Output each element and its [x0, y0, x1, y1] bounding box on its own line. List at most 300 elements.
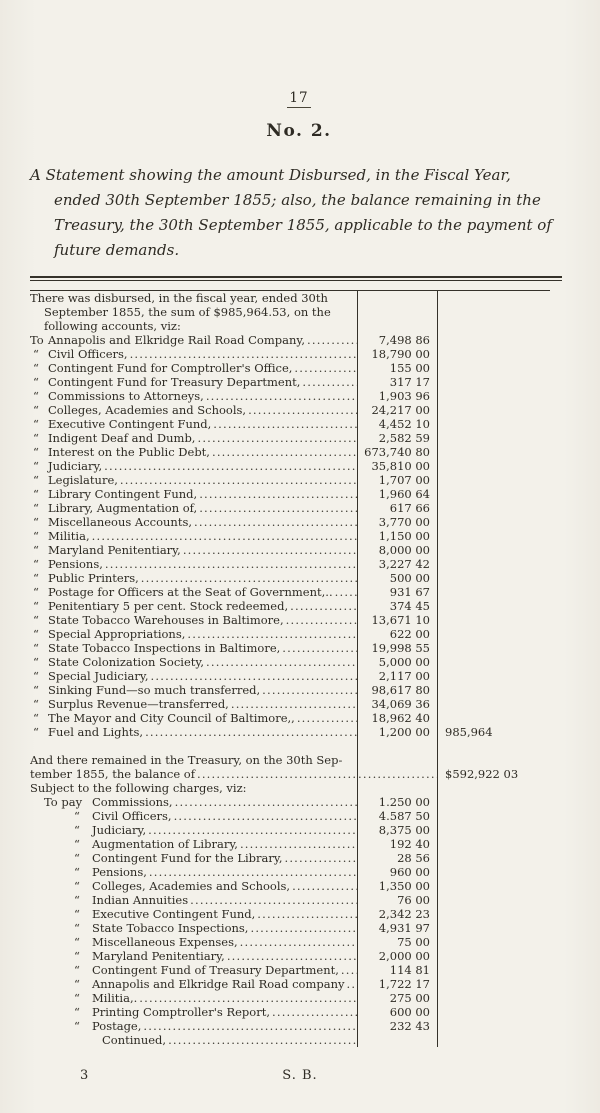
row-prefix: “: [74, 809, 80, 823]
total-cell: [437, 781, 550, 795]
amount-cell: 18,962 40: [357, 711, 437, 725]
row-prefix: “: [33, 697, 39, 711]
total-cell: [437, 529, 550, 543]
amount-cell: 35,810 00: [357, 459, 437, 473]
row-prefix: “: [74, 963, 80, 977]
table-row: [30, 417, 550, 431]
row-prefix: “: [33, 557, 39, 571]
total-cell: [437, 417, 550, 431]
row-label: Special Judiciary,: [48, 669, 149, 683]
amount-cell: 374 45: [357, 599, 437, 613]
table-row: [30, 683, 550, 697]
table-row: [30, 557, 550, 571]
row-label: Executive Contingent Fund,: [48, 417, 212, 431]
horizontal-rule: [30, 276, 562, 281]
row-label: Judiciary,: [92, 823, 147, 837]
row-label: Contingent Fund for the Library,: [92, 851, 283, 865]
total-cell: [437, 795, 550, 809]
total-cell: [437, 641, 550, 655]
row-prefix: “: [33, 711, 39, 725]
table-row: [30, 515, 550, 529]
amount-cell: 19,998 55: [357, 641, 437, 655]
dot-leader: [272, 1005, 357, 1019]
dot-leader: [183, 543, 357, 557]
table-row: [30, 823, 550, 837]
total-cell: [437, 291, 550, 305]
total-cell: [437, 613, 550, 627]
table-row: [30, 669, 550, 683]
total-cell: [437, 879, 550, 893]
table-row: [30, 543, 550, 557]
intro-line: ended 30th September 1855; also, the balance remaining in the: [54, 191, 541, 209]
dot-leader: [174, 809, 357, 823]
amount-cell: 1.250 00: [357, 795, 437, 809]
amount-cell: 931 67: [357, 585, 437, 599]
row-prefix: “: [33, 515, 39, 529]
dot-leader: [294, 361, 357, 375]
total-cell: [437, 977, 550, 991]
row-label: State Colonization Society,: [48, 655, 205, 669]
dot-leader: [248, 403, 357, 417]
row-label: Annapolis and Elkridge Rail Road Company,: [48, 333, 305, 347]
dot-leader: [168, 1033, 357, 1047]
amount-cell: 1,903 96: [357, 389, 437, 403]
row-label: Contingent Fund of Treasury Department,: [92, 963, 339, 977]
total-cell: [437, 487, 550, 501]
total-cell: [437, 935, 550, 949]
table-row: [30, 963, 550, 977]
row-label: Commissions to Attorneys,: [48, 389, 204, 403]
row-label: State Tobacco Inspections in Baltimore,: [48, 641, 281, 655]
row-label: Civil Officers,: [92, 809, 172, 823]
amount-cell: 1,350 00: [357, 879, 437, 893]
row-label: Postage for Officers at the Seat of Government,..: [48, 585, 333, 599]
amount-cell: 7,498 86: [357, 333, 437, 347]
row-prefix: “: [74, 837, 80, 851]
dot-leader: [199, 501, 357, 515]
amount-cell: 3,227 42: [357, 557, 437, 571]
row-prefix: “: [33, 669, 39, 683]
row-label: State Tobacco Inspections,: [92, 921, 249, 935]
row-prefix: “: [74, 1019, 80, 1033]
amount-cell: [357, 767, 437, 781]
row-prefix: “: [74, 879, 80, 893]
row-label: Sinking Fund—so much transferred,: [48, 683, 261, 697]
dot-leader: [227, 949, 357, 963]
total-cell: 985,964: [437, 725, 550, 739]
amount-cell: 24,217 00: [357, 403, 437, 417]
row-label: Library, Augmentation of,: [48, 501, 198, 515]
row-prefix: “: [74, 865, 80, 879]
dot-leader: [105, 557, 357, 571]
dot-leader: [92, 529, 357, 543]
amount-cell: 5,000 00: [357, 655, 437, 669]
disbursement-table: [30, 290, 550, 1047]
total-cell: [437, 403, 550, 417]
total-cell: [437, 627, 550, 641]
total-cell: [437, 865, 550, 879]
row-prefix: “: [33, 501, 39, 515]
row-prefix: “: [33, 389, 39, 403]
total-cell: [437, 585, 550, 599]
row-label: Postage,: [92, 1019, 142, 1033]
table-row: [30, 529, 550, 543]
dot-leader: [199, 487, 357, 501]
total-cell: [437, 473, 550, 487]
amount-cell: 3,770 00: [357, 515, 437, 529]
row-label: Penitentiary 5 per cent. Stock redeemed,: [48, 599, 289, 613]
table-row: [30, 459, 550, 473]
table-row: [30, 865, 550, 879]
table-row: [30, 935, 550, 949]
row-label: Library Contingent Fund,: [48, 487, 198, 501]
total-cell: [437, 655, 550, 669]
table-row: [30, 977, 550, 991]
row-label: Pensions,: [48, 557, 103, 571]
amount-cell: 1,200 00: [357, 725, 437, 739]
row-label: Executive Contingent Fund,: [92, 907, 256, 921]
row-label: Fuel and Lights,: [48, 725, 144, 739]
dot-leader: [206, 655, 357, 669]
table-row: [30, 361, 550, 375]
total-cell: [437, 837, 550, 851]
amount-cell: 1,722 17: [357, 977, 437, 991]
table-row: [30, 697, 550, 711]
row-prefix: “: [33, 571, 39, 585]
table-row: [30, 501, 550, 515]
amount-cell: 960 00: [357, 865, 437, 879]
total-cell: [437, 501, 550, 515]
amount-cell: [357, 305, 437, 319]
amount-cell: [357, 753, 437, 767]
dot-leader: [197, 431, 357, 445]
dot-leader: [302, 375, 357, 389]
table-row: [30, 907, 550, 921]
dot-leader: [149, 865, 357, 879]
amount-cell: 275 00: [357, 991, 437, 1005]
total-cell: [437, 375, 550, 389]
total-cell: [437, 1033, 550, 1047]
total-cell: [437, 1005, 550, 1019]
table-row: [30, 893, 550, 907]
dot-leader: [197, 767, 357, 781]
amount-cell: 98,617 80: [357, 683, 437, 697]
amount-cell: 76 00: [357, 893, 437, 907]
charges-header: Subject to the following charges, viz:: [30, 781, 247, 795]
total-cell: [437, 991, 550, 1005]
row-prefix: “: [74, 921, 80, 935]
table-row: [30, 613, 550, 627]
total-cell: [437, 949, 550, 963]
row-label: Contingent Fund for Comptroller's Office,: [48, 361, 293, 375]
dot-leader: [212, 445, 357, 459]
amount-cell: 4,931 97: [357, 921, 437, 935]
statement-intro: [30, 163, 568, 263]
document-heading: No. 2.: [266, 121, 332, 141]
dot-leader: [130, 347, 357, 361]
dot-leader: [151, 669, 357, 683]
amount-cell: 114 81: [357, 963, 437, 977]
row-prefix: “: [33, 473, 39, 487]
table-row: [30, 333, 550, 347]
row-label: Civil Officers,: [48, 347, 128, 361]
disbursement-rows: [30, 333, 550, 739]
dot-leader: [341, 963, 357, 977]
dot-leader: [307, 333, 357, 347]
table-row: [30, 627, 550, 641]
table-row: [30, 375, 550, 389]
table-row: [30, 473, 550, 487]
row-label: Maryland Penitentiary,: [48, 543, 181, 557]
intro-line: future demands.: [54, 241, 180, 259]
table-row: [30, 291, 550, 305]
total-cell: [437, 823, 550, 837]
table-row: [30, 389, 550, 403]
row-prefix: “: [33, 529, 39, 543]
total-cell: [437, 697, 550, 711]
total-cell: [437, 907, 550, 921]
row-label: Surplus Revenue—transferred,: [48, 697, 229, 711]
total-cell: [437, 389, 550, 403]
row-label: Pensions,: [92, 865, 147, 879]
row-prefix: “: [33, 445, 39, 459]
total-cell: [437, 361, 550, 375]
row-prefix: “: [74, 977, 80, 991]
total-cell: [437, 347, 550, 361]
row-prefix: To: [30, 333, 44, 347]
total-cell: [437, 963, 550, 977]
total-cell: [437, 557, 550, 571]
row-label: The Mayor and City Council of Baltimore,,: [48, 711, 295, 725]
row-prefix: “: [74, 851, 80, 865]
table-row: [30, 585, 550, 599]
total-cell: [437, 1019, 550, 1033]
amount-cell: [357, 319, 437, 333]
row-prefix: “: [74, 907, 80, 921]
amount-cell: 232 43: [357, 1019, 437, 1033]
balance-row-2: [30, 767, 550, 781]
page-number: 17: [289, 90, 309, 106]
preamble-text: September 1855, the sum of $985,964.53, on the: [44, 305, 331, 319]
table-row: [30, 949, 550, 963]
table-row: [30, 445, 550, 459]
dot-leader: [284, 851, 357, 865]
amount-cell: 622 00: [357, 627, 437, 641]
dot-leader: [290, 599, 357, 613]
total-cell: [437, 711, 550, 725]
table-row: [30, 991, 550, 1005]
total-cell: [437, 921, 550, 935]
table-row: [30, 347, 550, 361]
amount-cell: [357, 781, 437, 795]
table-row: [30, 851, 550, 865]
continued-row: [30, 1033, 550, 1047]
dot-leader: [141, 571, 357, 585]
table-row: [30, 655, 550, 669]
table-row: [30, 319, 550, 333]
row-prefix: “: [74, 893, 80, 907]
balance-row-1: [30, 753, 550, 767]
row-prefix: “: [33, 361, 39, 375]
amount-cell: 2,342 23: [357, 907, 437, 921]
amount-cell: 600 00: [357, 1005, 437, 1019]
row-prefix: “: [33, 417, 39, 431]
row-prefix: “: [33, 655, 39, 669]
row-label: Judiciary,: [48, 459, 103, 473]
total-cell: [437, 851, 550, 865]
dot-leader: [231, 697, 357, 711]
amount-cell: 2,117 00: [357, 669, 437, 683]
table-row: [30, 571, 550, 585]
table-row: [30, 1019, 550, 1033]
total-cell: [437, 305, 550, 319]
total-cell: [437, 669, 550, 683]
row-label: Printing Comptroller's Report,: [92, 1005, 270, 1019]
table-row: [30, 711, 550, 725]
row-label: Militia,: [48, 529, 90, 543]
total-cell: [437, 431, 550, 445]
row-prefix: “: [33, 725, 39, 739]
row-label: State Tobacco Warehouses in Baltimore,: [48, 613, 284, 627]
dot-leader: [120, 473, 357, 487]
row-prefix: “: [74, 823, 80, 837]
total-cell: [437, 333, 550, 347]
row-prefix: “: [33, 585, 39, 599]
row-label: Augmentation of Library,: [92, 837, 238, 851]
table-row: [30, 837, 550, 851]
dot-leader: [175, 795, 357, 809]
amount-cell: 1,960 64: [357, 487, 437, 501]
row-prefix: “: [33, 431, 39, 445]
amount-cell: 673,740 80: [357, 445, 437, 459]
dot-leader: [286, 613, 357, 627]
table-row: [30, 1005, 550, 1019]
intro-line: Treasury, the 30th September 1855, applicable to the payment of: [54, 216, 552, 234]
continued-label: Continued,: [102, 1033, 167, 1047]
dot-leader: [250, 921, 357, 935]
balance-text: tember 1855, the balance of: [30, 767, 195, 781]
total-cell: [437, 753, 550, 767]
preamble-text: There was disbursed, in the fiscal year, ended 30th: [30, 291, 328, 305]
dot-leader: [187, 627, 357, 641]
amount-cell: 317 17: [357, 375, 437, 389]
amount-cell: 192 40: [357, 837, 437, 851]
row-label: Miscellaneous Expenses,: [92, 935, 238, 949]
dot-leader: [240, 837, 357, 851]
dot-leader: [143, 1019, 357, 1033]
row-prefix: “: [33, 599, 39, 613]
amount-cell: 1,150 00: [357, 529, 437, 543]
table-row: [30, 809, 550, 823]
amount-cell: 2,582 59: [357, 431, 437, 445]
amount-cell: 18,790 00: [357, 347, 437, 361]
amount-cell: 1,707 00: [357, 473, 437, 487]
row-prefix: “: [33, 627, 39, 641]
intro-line: A Statement showing the amount Disbursed, in the Fiscal Year,: [30, 166, 511, 184]
amount-cell: 4,452 10: [357, 417, 437, 431]
row-prefix: “: [33, 543, 39, 557]
table-row: [30, 879, 550, 893]
dot-leader: [213, 417, 357, 431]
row-label: Special Appropriations,: [48, 627, 186, 641]
amount-cell: 617 66: [357, 501, 437, 515]
row-prefix: “: [74, 1005, 80, 1019]
dot-leader: [297, 711, 357, 725]
amount-cell: 13,671 10: [357, 613, 437, 627]
row-label: Maryland Penitentiary,: [92, 949, 225, 963]
row-prefix: “: [33, 487, 39, 501]
dot-leader: [335, 585, 357, 599]
table-row: [30, 599, 550, 613]
amount-cell: 8,000 00: [357, 543, 437, 557]
charges-header-row: [30, 781, 550, 795]
dot-leader: [292, 879, 357, 893]
row-label: Annapolis and Elkridge Rail Road company: [92, 977, 345, 991]
row-prefix: “: [33, 683, 39, 697]
total-cell: [437, 459, 550, 473]
total-cell: [437, 445, 550, 459]
amount-cell: 28 56: [357, 851, 437, 865]
row-label: Colleges, Academies and Schools,: [48, 403, 247, 417]
charges-rows: [30, 795, 550, 1033]
row-prefix: “: [33, 641, 39, 655]
row-label: Indigent Deaf and Dumb,: [48, 431, 196, 445]
row-label: Interest on the Public Debt,: [48, 445, 210, 459]
table-row: [30, 403, 550, 417]
total-cell: [437, 571, 550, 585]
table-row: [30, 795, 550, 809]
row-prefix: To pay: [44, 795, 83, 809]
total-cell: [437, 543, 550, 557]
amount-cell: 155 00: [357, 361, 437, 375]
row-label: Miscellaneous Accounts,: [48, 515, 193, 529]
dot-leader: [347, 977, 358, 991]
preamble-text: following accounts, viz:: [44, 319, 181, 333]
row-prefix: “: [33, 459, 39, 473]
signature-mark: S. B.: [282, 1068, 318, 1083]
total-cell: [437, 319, 550, 333]
dot-leader: [145, 725, 357, 739]
dot-leader: [240, 935, 357, 949]
row-label: Indian Annuities: [92, 893, 189, 907]
dot-leader: [148, 823, 357, 837]
table-row: [30, 487, 550, 501]
table-row: [30, 725, 550, 739]
dot-leader: [139, 991, 357, 1005]
row-prefix: “: [74, 991, 80, 1005]
row-prefix: “: [33, 347, 39, 361]
dot-leader: [282, 641, 357, 655]
amount-cell: 8,375 00: [357, 823, 437, 837]
row-prefix: “: [74, 949, 80, 963]
amount-cell: [357, 1033, 437, 1047]
row-label: Colleges, Academies and Schools,: [92, 879, 291, 893]
row-prefix: “: [33, 375, 39, 389]
dot-leader: [194, 515, 357, 529]
row-label: Legislature,: [48, 473, 118, 487]
total-cell: [437, 683, 550, 697]
dot-leader: [104, 459, 357, 473]
amount-cell: [357, 291, 437, 305]
amount-cell: 4.587 50: [357, 809, 437, 823]
total-cell: [437, 515, 550, 529]
row-label: Commissions,: [92, 795, 173, 809]
dot-leader: [257, 907, 357, 921]
amount-cell: 75 00: [357, 935, 437, 949]
row-prefix: “: [33, 403, 39, 417]
row-prefix: “: [74, 935, 80, 949]
table-row: [30, 305, 550, 319]
